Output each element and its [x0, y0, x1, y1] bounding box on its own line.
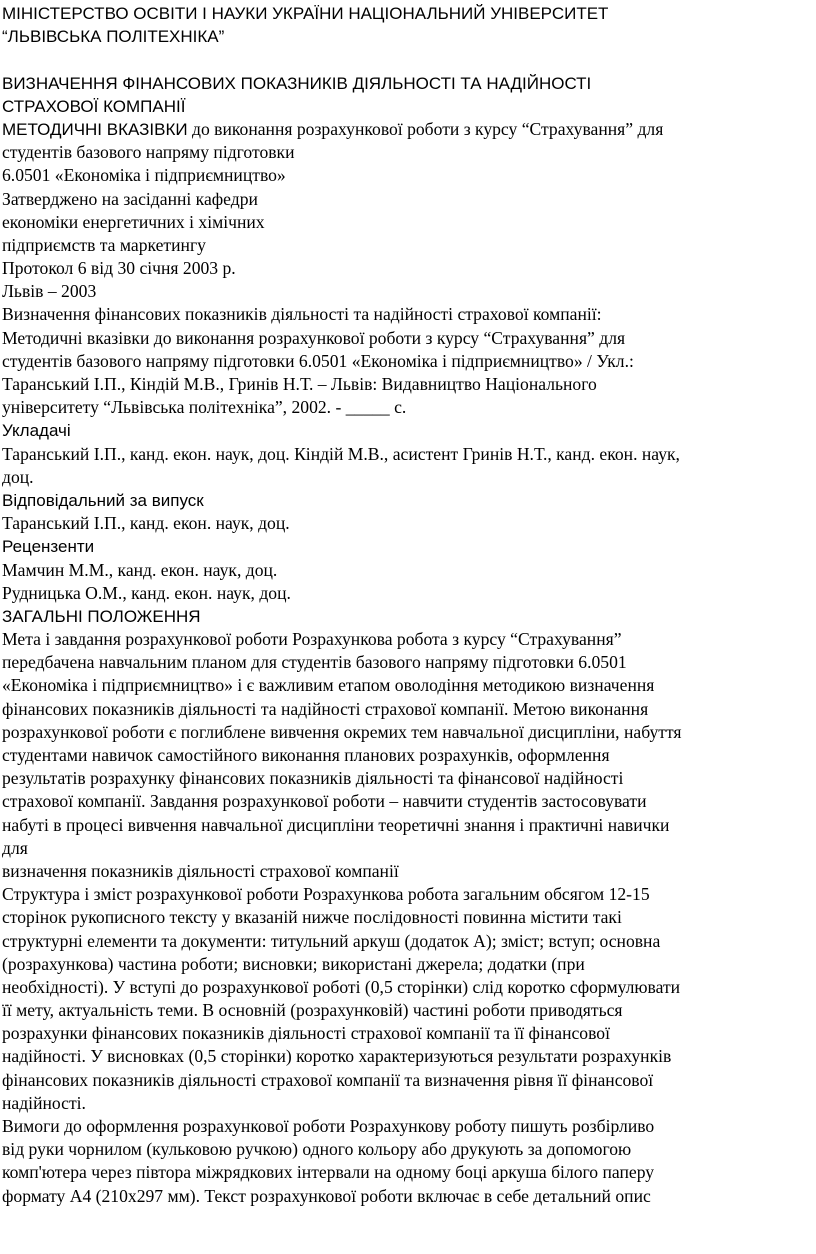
methodical-rest: до виконання розрахункової роботи з курсу “Страхування” для — [187, 118, 664, 139]
spacer — [2, 48, 814, 71]
citation-line: студентів базового напряму підготовки 6.0501 «Економіка і підприємництво» / Укл.: — [2, 350, 634, 371]
responsible-line: Таранський І.П., канд. екон. наук, доц. — [2, 513, 290, 534]
document-title-line: ВИЗНАЧЕННЯ ФІНАНСОВИХ ПОКАЗНИКІВ ДІЯЛЬНОСТІ ТА НАДІЙНОСТІ — [2, 73, 592, 93]
compilers-heading: Укладачі — [2, 421, 71, 441]
paragraph-line: сторінок рукописного тексту у вказаній нижче послідовності повинна містити такі — [2, 907, 622, 928]
city-year-line: Львів – 2003 — [2, 281, 97, 302]
paragraph-line: визначення показників діяльності страхової компанії — [2, 860, 399, 881]
paragraph-line: фінансових показників діяльності та надійності страхової компанії. Метою виконання — [2, 698, 649, 719]
paragraph-line: розрахунки фінансових показників діяльності страхової компанії та її фінансової — [2, 1023, 610, 1044]
compilers-line: доц. — [2, 466, 34, 487]
compilers-line: Таранський І.П., канд. екон. наук, доц. Кіндій М.В., асистент Гринів Н.Т., канд. екон. наук, — [2, 443, 680, 464]
paragraph-line: Структура і зміст розрахункової роботи Розрахункова робота загальним обсягом 12-15 — [2, 884, 650, 905]
paragraph-line: надійності. — [2, 1092, 86, 1113]
reviewers-heading: Рецензенти — [2, 537, 95, 557]
approval-line: підприємств та маркетингу — [2, 234, 206, 255]
document-title-line: СТРАХОВОЇ КОМПАНІЇ — [2, 96, 186, 116]
paragraph-line: формату А4 (210х297 мм). Текст розрахункової роботи включає в себе детальний опис — [2, 1185, 651, 1206]
approval-line: Затверджено на засіданні кафедри — [2, 188, 258, 209]
paragraph-line: від руки чорнилом (кульковою ручкою) одного кольору або друкують за допомогою — [2, 1139, 632, 1160]
paragraph-line: структурні елементи та документи: титульний аркуш (додаток А); зміст; вступ; основна — [2, 930, 661, 951]
paragraph-line: Вимоги до оформлення розрахункової роботи Розрахункову роботу пишуть розбірливо — [2, 1116, 655, 1136]
paragraph-line: Мета і завдання розрахункової роботи Розрахункова робота з курсу “Страхування” — [2, 629, 622, 650]
approval-line: економіки енергетичних і хімічних — [2, 211, 265, 232]
methodical-line: студентів базового напряму підготовки — [2, 142, 295, 163]
paragraph-line: надійності. У висновках (0,5 сторінки) коротко характеризуються результати розрахунків — [2, 1046, 672, 1067]
ministry-line: МІНІСТЕРСТВО ОСВІТИ І НАУКИ УКРАЇНИ НАЦІОНАЛЬНИЙ УНІВЕРСИТЕТ — [2, 4, 609, 23]
citation-line: Таранський І.П., Кіндій М.В., Гринів Н.Т. – Львів: Видавництво Національного — [2, 374, 597, 394]
paragraph-line: (розрахункова) частина роботи; висновки; використані джерела; додатки (при — [2, 953, 585, 974]
goals-paragraph — [2, 628, 814, 883]
citation-line: університету “Львівська політехніка”, 2002. - _____ с. — [2, 397, 407, 418]
reviewer-line: Рудницька О.М., канд. екон. наук, доц. — [2, 582, 291, 603]
paragraph-line: «Економіка і підприємництво» і є важливим етапом оволодіння методикою визначення — [2, 675, 655, 696]
requirements-paragraph — [2, 1115, 814, 1208]
paragraph-line: студентами навичок самостійного виконання планових розрахунків, оформлення — [2, 745, 610, 765]
paragraph-line: комп'ютера через півтора міжрядкових інтервали на одному боці аркуша білого паперу — [2, 1162, 655, 1183]
specialty-line: 6.0501 «Економіка і підприємництво» — [2, 165, 286, 186]
reviewer-line: Мамчин М.М., канд. екон. наук, доц. — [2, 559, 278, 580]
paragraph-line: передбачена навчальним планом для студентів базового напряму підготовки 6.0501 — [2, 652, 627, 673]
paragraph-line: розрахункової роботи є поглиблене вивчення окремих тем навчальної дисципліни, набуття — [2, 721, 682, 742]
paragraph-line: необхідності). У вступі до розрахункової роботі (0,5 сторінки) слід коротко сформулювати — [2, 976, 681, 997]
section-heading: ЗАГАЛЬНІ ПОЛОЖЕННЯ — [2, 606, 201, 626]
university-name: “ЛЬВІВСЬКА ПОЛІТЕХНІКА” — [2, 27, 225, 47]
paragraph-line: страхової компанії. Завдання розрахункової роботи – навчити студентів застосовувати — [2, 791, 647, 812]
paragraph-line: її мету, актуальність теми. В основній (розрахунковій) частині роботи приводяться — [2, 1000, 623, 1021]
structure-paragraph — [2, 883, 814, 1115]
paragraph-line: фінансових показників діяльності страхової компанії та визначення рівня її фінансової — [2, 1069, 654, 1090]
citation-line: Визначення фінансових показників діяльності та надійності страхової компанії: — [2, 304, 602, 325]
methodical-caps: МЕТОДИЧНІ ВКАЗІВКИ — [2, 119, 188, 139]
paragraph-line: результатів розрахунку фінансових показників діяльності та фінансової надійності — [2, 768, 624, 789]
paragraph-line: набуті в процесі вивчення навчальної дисципліни теоретичні знання і практичні навички — [2, 814, 670, 835]
responsible-heading: Відповідальний за випуск — [2, 490, 204, 510]
paragraph-line: для — [2, 837, 28, 858]
citation-line: Методичні вказівки до виконання розрахункової роботи з курсу “Страхування” для — [2, 327, 626, 348]
protocol-line: Протокол 6 від 30 січня 2003 р. — [2, 258, 236, 279]
methodical-line — [2, 118, 814, 141]
